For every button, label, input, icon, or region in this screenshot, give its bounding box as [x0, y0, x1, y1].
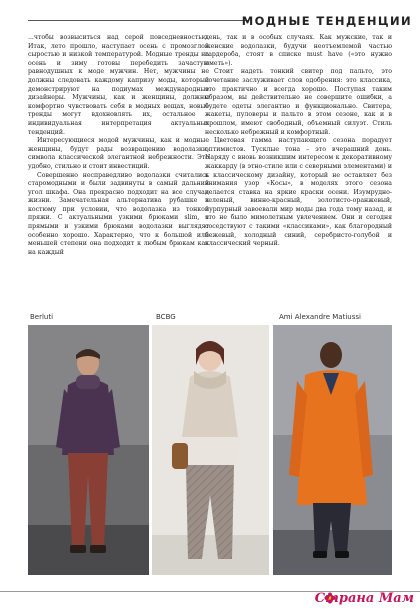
photo-caption-ami: Ami Alexandre Matiussi	[279, 313, 361, 321]
photo-berluti	[28, 325, 149, 575]
article-column-right	[205, 34, 392, 249]
paragraph: ...чтобы возвыситься над серой повседневностью. Итак, лето прошло, наступает осень с промозглой сыростью и низкой температурой. Модные тренды на осень и зиму готовы перебедить зачастую равнодушных к моде мужчин. Нет, мужчины не должны следовать каждому капризу моды, который демонстрируют на подиумах международные дизайнеры. Мужчины, как и женщины, должны комфортно чувствовать себя в модных вещах, новые тренды могут вдохновлять их, остальное – индивидуальная интерпретация актуальных тенденций.	[28, 34, 209, 136]
paragraph: Совершенно несправедливо водолазки считались старомодными и были задвинуты в самый дальний угол шкафа. Она прекрасно подходит на все случаи жизни. Замечательная альтернатива рубашке к костюму при условии, что водолазка из тонкой пряжи. С актуальными узкими брюками slim, с прямыми и узкими брюками водолазки выглядят особенно хорошо. Характерно, что к большой или меньшей степени она подходит к любым брюкам как на каждый	[28, 171, 209, 256]
photo-caption-bcbg: BCBG	[156, 313, 176, 321]
watermark: Страна Мам	[314, 591, 414, 606]
paragraph: Стоит надеть тонкий свитер под пальто, это сочетание заслуживает слов одобрения: это классика, это практично и всегда хорошо. Поступая таким образом, вы действительно не совершите ошибки, а будете одеты элегантно и функционально. Свитера, жакеты, пуловеры и пальто в этом сезоне, как и в прошлом, имеют свободный, объемный силуэт. Стиль несколько небрежный и комфортный.	[205, 68, 392, 136]
header-rule	[28, 20, 248, 21]
photo-ami	[273, 325, 392, 575]
section-title: МОДНЫЕ ТЕНДЕНЦИИ	[241, 14, 412, 28]
photo-caption-berluti: Berluti	[30, 313, 54, 321]
article-column-left	[28, 34, 209, 257]
paragraph: Интересующиеся модой мужчины, как и модные женщины, будут рады возвращению водолазки, символа классической элегантной небрежности. Это удобно, стильно и стоит инвестиций.	[28, 137, 209, 170]
paragraph: Цветовая гамма наступающего сезона порадует оптимистов. Тусклые тона – это вчерашний день. Наряду с вновь возникшим интересом к декоративному жаккарду (в этно-стиле или с северными элементами) и к классическому дизайну, который не оставляет без внимания узор «Косы», в моделях этого сезона делается ставка на яркие краски осени. Изумрудно-зеленый, винно-красный, золотисто-оранжевый, пурпурный завоевали мир моды два года тому назад, и это не было мимолетным увлечением. Они и сегодня соседствуют с такими «классиками», как благородный бежевый, холодный синий, серебристо-голубой и классический черный.	[205, 137, 392, 248]
runway-photo-strip	[28, 313, 392, 575]
paragraph: день, так и в особых случаях. Как мужские, так и женские водолазки, будучи неотъемлемой частью гардероба, стоят в списке must have («это нужно иметь»).	[205, 34, 392, 67]
photo-bcbg	[152, 325, 269, 575]
